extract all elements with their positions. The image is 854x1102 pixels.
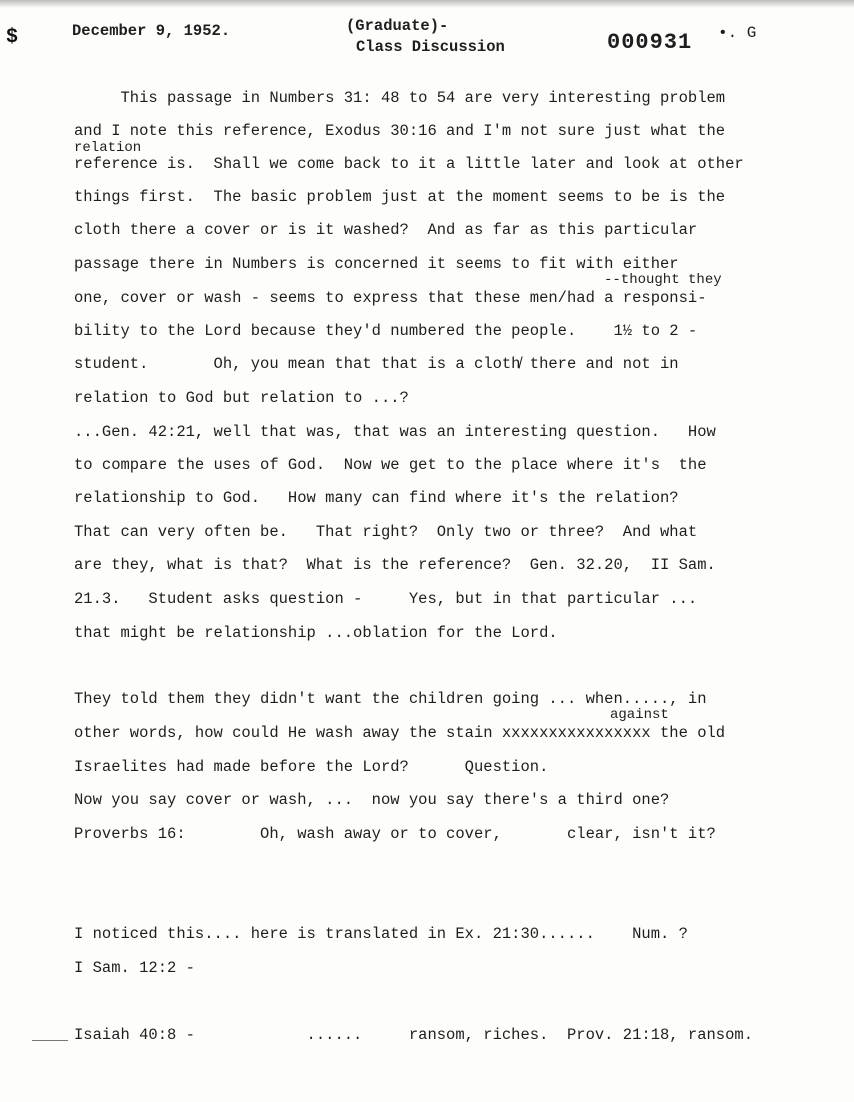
text-line: Now you say cover or wash, ... now you say there's a third one?: [74, 791, 670, 809]
scan-edge: [0, 0, 854, 8]
margin-mark: $: [6, 26, 19, 49]
corner-mark: •. G: [718, 24, 757, 42]
course-title: Class Discussion: [356, 38, 505, 56]
text-line: This passage in Numbers 31: 48 to 54 are very interesting problem: [74, 89, 726, 107]
text-line: 21.3. Student asks question - Yes, but in that particular ...: [74, 590, 698, 608]
text-line: I noticed this.... here is translated in Ex. 21:30...... Num. ?: [74, 925, 688, 943]
text-line: student. Oh, you mean that that is a cloth̸ there and not in: [74, 355, 679, 373]
margin-dash: [32, 1040, 68, 1041]
text-line: other words, how could He wash away the stain xxxxxxxxxxxxxxxx the old: [74, 724, 726, 742]
text-line: relationship to God. How many can find where it's the relation?: [74, 489, 679, 507]
text-line: They told them they didn't want the children going ... when....., in: [74, 690, 707, 708]
document-number: 000931: [607, 30, 693, 55]
text-line: bility to the Lord because they'd numbered the people. 1½ to 2 -: [74, 322, 698, 340]
text-line: That can very often be. That right? Only two or three? And what: [74, 523, 698, 541]
insert-relation: relation: [74, 140, 142, 156]
text-line: cloth there a cover or is it washed? And as far as this particular: [74, 221, 698, 239]
text-line: Proverbs 16: Oh, wash away or to cover, clear, isn't it?: [74, 825, 716, 843]
text-line: to compare the uses of God. Now we get to the place where it's the: [74, 456, 707, 474]
text-line: reference is. Shall we come back to it a little later and look at other: [74, 155, 744, 173]
level: (Graduate)-: [346, 17, 449, 35]
text-line: passage there in Numbers is concerned it seems to fit with either: [74, 255, 679, 273]
text-line: I Sam. 12:2 -: [74, 959, 195, 977]
text-line: Isaiah 40:8 - ...... ransom, riches. Prov. 21:18, ransom.: [74, 1026, 754, 1044]
date: December 9, 1952.: [72, 22, 231, 40]
text-line: things first. The basic problem just at the moment seems to be is the: [74, 188, 726, 206]
text-line: and I note this reference, Exodus 30:16 and I'm not sure just what the: [74, 122, 726, 140]
text-line: that might be relationship ...oblation for the Lord.: [74, 624, 558, 642]
insert-against: against: [610, 707, 669, 723]
text-line: ...Gen. 42:21, well that was, that was an interesting question. How: [74, 423, 716, 441]
insert-thought-they: --thought they: [604, 272, 722, 288]
text-line: relation to God but relation to ...?: [74, 389, 409, 407]
text-line: one, cover or wash - seems to express that these men/had a responsi-: [74, 289, 707, 307]
text-line: are they, what is that? What is the reference? Gen. 32.20, II Sam.: [74, 556, 716, 574]
text-line: Israelites had made before the Lord? Question.: [74, 758, 549, 776]
